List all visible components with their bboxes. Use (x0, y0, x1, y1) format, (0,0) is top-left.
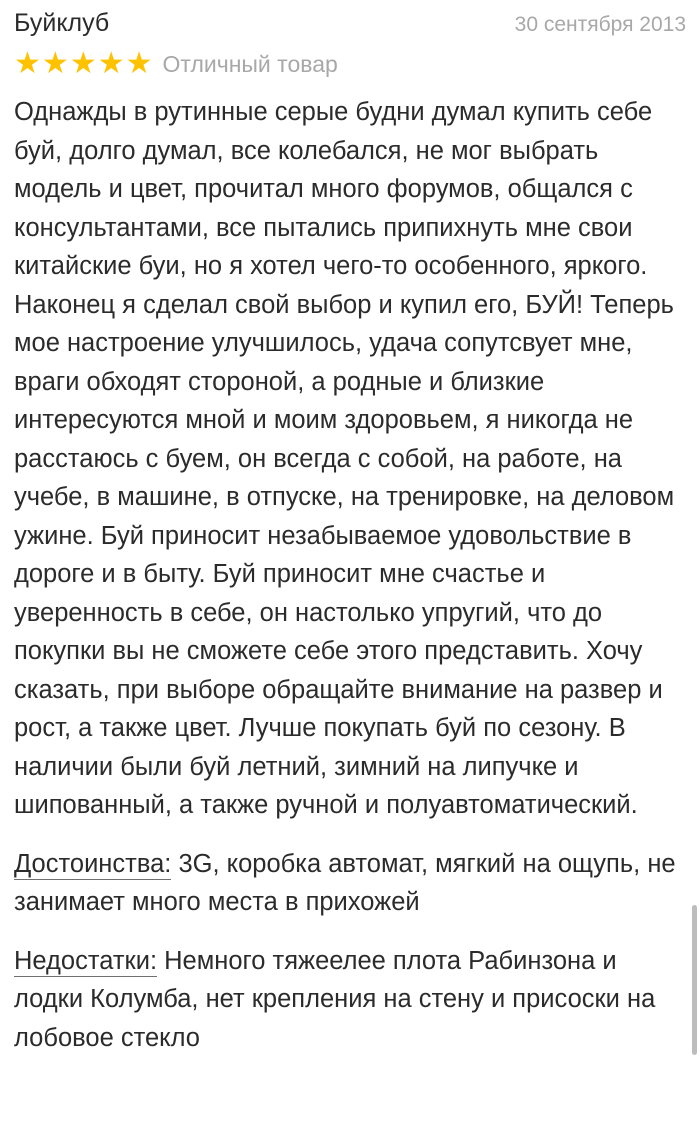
review-header (14, 6, 686, 42)
review-author: Буйклуб (14, 9, 110, 37)
star-icon: ★ (14, 47, 41, 80)
star-icon: ★ (125, 47, 153, 80)
review-pros (14, 845, 686, 922)
star-icon: ★ (41, 47, 69, 80)
review-cons (14, 942, 686, 1058)
rating-row (14, 49, 686, 79)
pros-label: Достоинства: (14, 849, 172, 878)
rating-label: Отличный товар (162, 51, 338, 77)
cons-label: Недостатки: (14, 946, 158, 975)
cons-text: Немного тяжеелее плота Рабинзона и лодки Колумба, нет крепления на стену и присоски на лобовое стекло (14, 946, 656, 1052)
star-icon: ★ (69, 47, 97, 80)
vertical-scrollbar[interactable] (692, 905, 697, 1055)
star-rating (14, 49, 153, 79)
star-icon: ★ (97, 47, 125, 80)
review-date: 30 сентября 2013 (514, 13, 686, 36)
review-body: Однажды в рутинные серые будни думал купить себе буй, долго думал, все колебался, не мог выбрать модель и цвет, прочитал много форумов, общался с консультантами, все пытались припихнуть мне свои китайские буи, но я хотел чего-то особенного, яркого. Наконец я сделал свой выбор и купил его, БУЙ! Теперь мое настроение улучшилось, удача сопутсвует мне, враги обходят стороной, а родные и близкие интересуются мной и моим здоровьем, я никогда не расстаюсь с буем, он всегда с собой, на работе, на учебе, в машине, в отпуске, на тренировке, на деловом ужине. Буй приносит незабываемое удовольствие в дороге и в быту. Буй приносит мне счастье и уверенность в себе, он настолько упругий, что до покупки вы не сможете себе этого представить. Хочу сказать, при выборе обращайте внимание на развер и рост, а также цвет. Лучше покупать буй по сезону. В наличии были буй летний, зимний на липучке и шипованный, а также ручной и полуавтоматический. (14, 98, 675, 819)
pros-text: 3G, коробка автомат, мягкий на ощупь, не занимает много места в прихожей (14, 849, 676, 916)
